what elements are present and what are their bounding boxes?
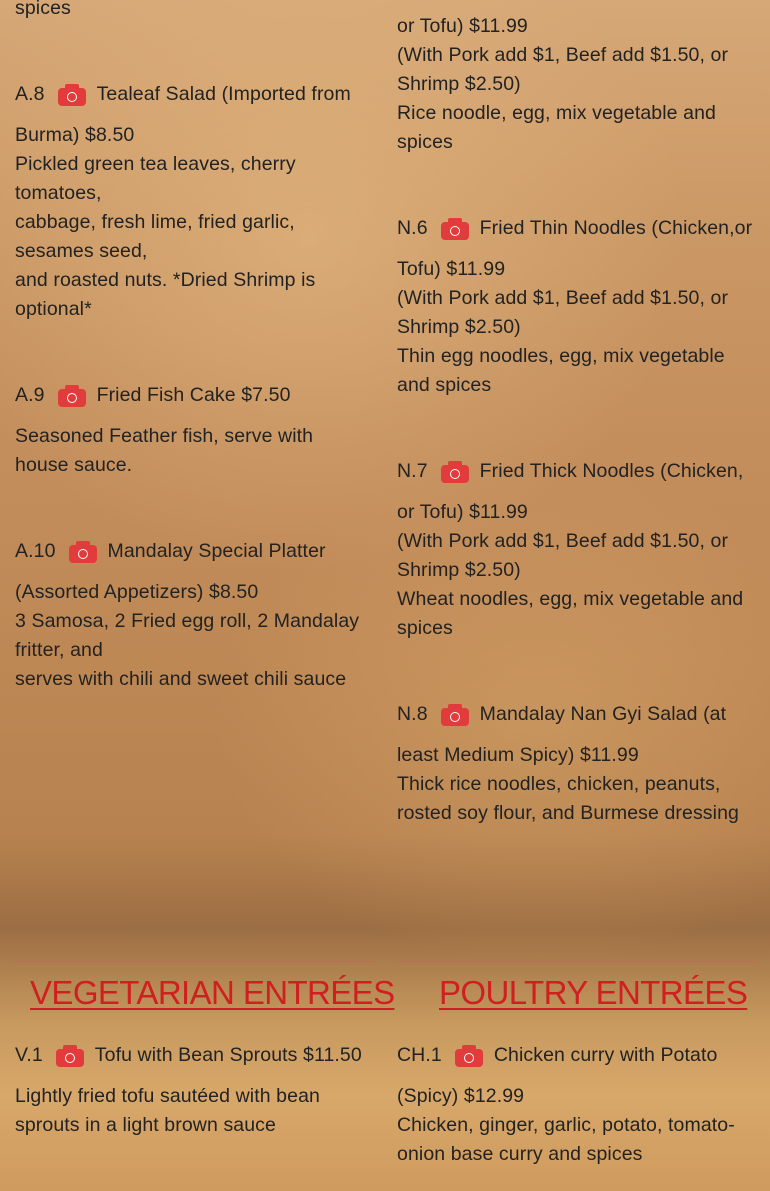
menu-item-n6-header xyxy=(397,214,752,243)
item-title-cont: (Spicy) $12.99 xyxy=(397,1085,525,1107)
item-desc: (With Pork add $1, Beef add $1.50, or xyxy=(397,287,729,309)
item-desc: spices xyxy=(397,617,453,639)
item-desc: optional* xyxy=(15,298,92,320)
section-divider xyxy=(15,961,373,962)
camera-icon[interactable] xyxy=(441,218,469,240)
item-title: Fried Fish Cake $7.50 xyxy=(96,384,291,406)
item-desc: Rice noodle, egg, mix vegetable and xyxy=(397,102,716,124)
item-desc: Thick rice noodles, chicken, peanuts, xyxy=(397,773,721,795)
item-desc: spices xyxy=(397,131,453,153)
item-desc: Shrimp $2.50) xyxy=(397,316,521,338)
menu-item-n7-header xyxy=(397,457,743,486)
menu-item-n8-header xyxy=(397,700,726,729)
camera-icon[interactable] xyxy=(69,541,97,563)
item-code: N.7 xyxy=(397,460,428,482)
camera-icon[interactable] xyxy=(455,1045,483,1067)
item-desc: serves with chili and sweet chili sauce xyxy=(15,668,347,690)
camera-icon[interactable] xyxy=(58,84,86,106)
item-code: V.1 xyxy=(15,1044,43,1066)
item-desc: Seasoned Feather fish, serve with xyxy=(15,425,314,447)
menu-item-ch1-header xyxy=(397,1041,717,1070)
item-desc: and spices xyxy=(397,374,492,396)
section-title-poultry: POULTRY ENTRÉES xyxy=(439,974,748,1011)
item-desc: onion base curry and spices xyxy=(397,1143,643,1165)
item-title: Mandalay Nan Gyi Salad (at xyxy=(479,703,727,725)
continued-title: or Tofu) $11.99 xyxy=(397,15,528,37)
item-code: A.9 xyxy=(15,384,45,406)
camera-icon[interactable] xyxy=(441,704,469,726)
item-code: CH.1 xyxy=(397,1044,442,1066)
item-desc: (With Pork add $1, Beef add $1.50, or xyxy=(397,530,729,552)
item-desc: Shrimp $2.50) xyxy=(397,73,521,95)
item-desc: sprouts in a light brown sauce xyxy=(15,1114,276,1136)
item-desc: house sauce. xyxy=(15,454,133,476)
item-code: N.8 xyxy=(397,703,428,725)
item-title: Fried Thick Noodles (Chicken, xyxy=(479,460,744,482)
item-desc: 3 Samosa, 2 Fried egg roll, 2 Mandalay xyxy=(15,610,360,632)
item-title: Fried Thin Noodles (Chicken,or xyxy=(479,217,753,239)
camera-icon[interactable] xyxy=(56,1045,84,1067)
item-desc: Shrimp $2.50) xyxy=(397,559,521,581)
item-desc: sesames seed, xyxy=(15,240,148,262)
menu-item-v1-header xyxy=(15,1041,362,1070)
item-desc: Pickled green tea leaves, cherry xyxy=(15,153,296,175)
item-title: Tealeaf Salad (Imported from xyxy=(96,83,351,105)
item-desc: Chicken, ginger, garlic, potato, tomato- xyxy=(397,1114,735,1136)
item-title: Tofu with Bean Sprouts $11.50 xyxy=(94,1044,362,1066)
item-desc: (With Pork add $1, Beef add $1.50, or xyxy=(397,44,729,66)
section-title-vegetarian: VEGETARIAN ENTRÉES xyxy=(30,974,395,1011)
item-code: A.10 xyxy=(15,540,56,562)
item-title-cont: Tofu) $11.99 xyxy=(397,258,506,280)
item-desc: Wheat noodles, egg, mix vegetable and xyxy=(397,588,744,610)
item-title-cont: Burma) $8.50 xyxy=(15,124,135,146)
item-title-cont: (Assorted Appetizers) $8.50 xyxy=(15,581,259,603)
menu-item-a10-header xyxy=(15,537,326,566)
menu-item-a9-header xyxy=(15,381,291,410)
item-code: A.8 xyxy=(15,83,45,105)
item-code: N.6 xyxy=(397,217,428,239)
item-desc: tomatoes, xyxy=(15,182,102,204)
section-divider xyxy=(397,961,755,962)
item-desc: Lightly fried tofu sautéed with bean xyxy=(15,1085,320,1107)
item-desc: cabbage, fresh lime, fried garlic, xyxy=(15,211,295,233)
item-desc: Thin egg noodles, egg, mix vegetable xyxy=(397,345,725,367)
continued-description: spices xyxy=(15,0,71,19)
camera-icon[interactable] xyxy=(441,461,469,483)
menu-item-a8-header xyxy=(15,80,351,109)
item-desc: and roasted nuts. *Dried Shrimp is xyxy=(15,269,316,291)
item-title: Chicken curry with Potato xyxy=(493,1044,718,1066)
item-desc: fritter, and xyxy=(15,639,103,661)
item-title-cont: or Tofu) $11.99 xyxy=(397,501,528,523)
item-title: Mandalay Special Platter xyxy=(107,540,326,562)
item-desc: rosted soy flour, and Burmese dressing xyxy=(397,802,739,824)
camera-icon[interactable] xyxy=(58,385,86,407)
item-title-cont: least Medium Spicy) $11.99 xyxy=(397,744,639,766)
